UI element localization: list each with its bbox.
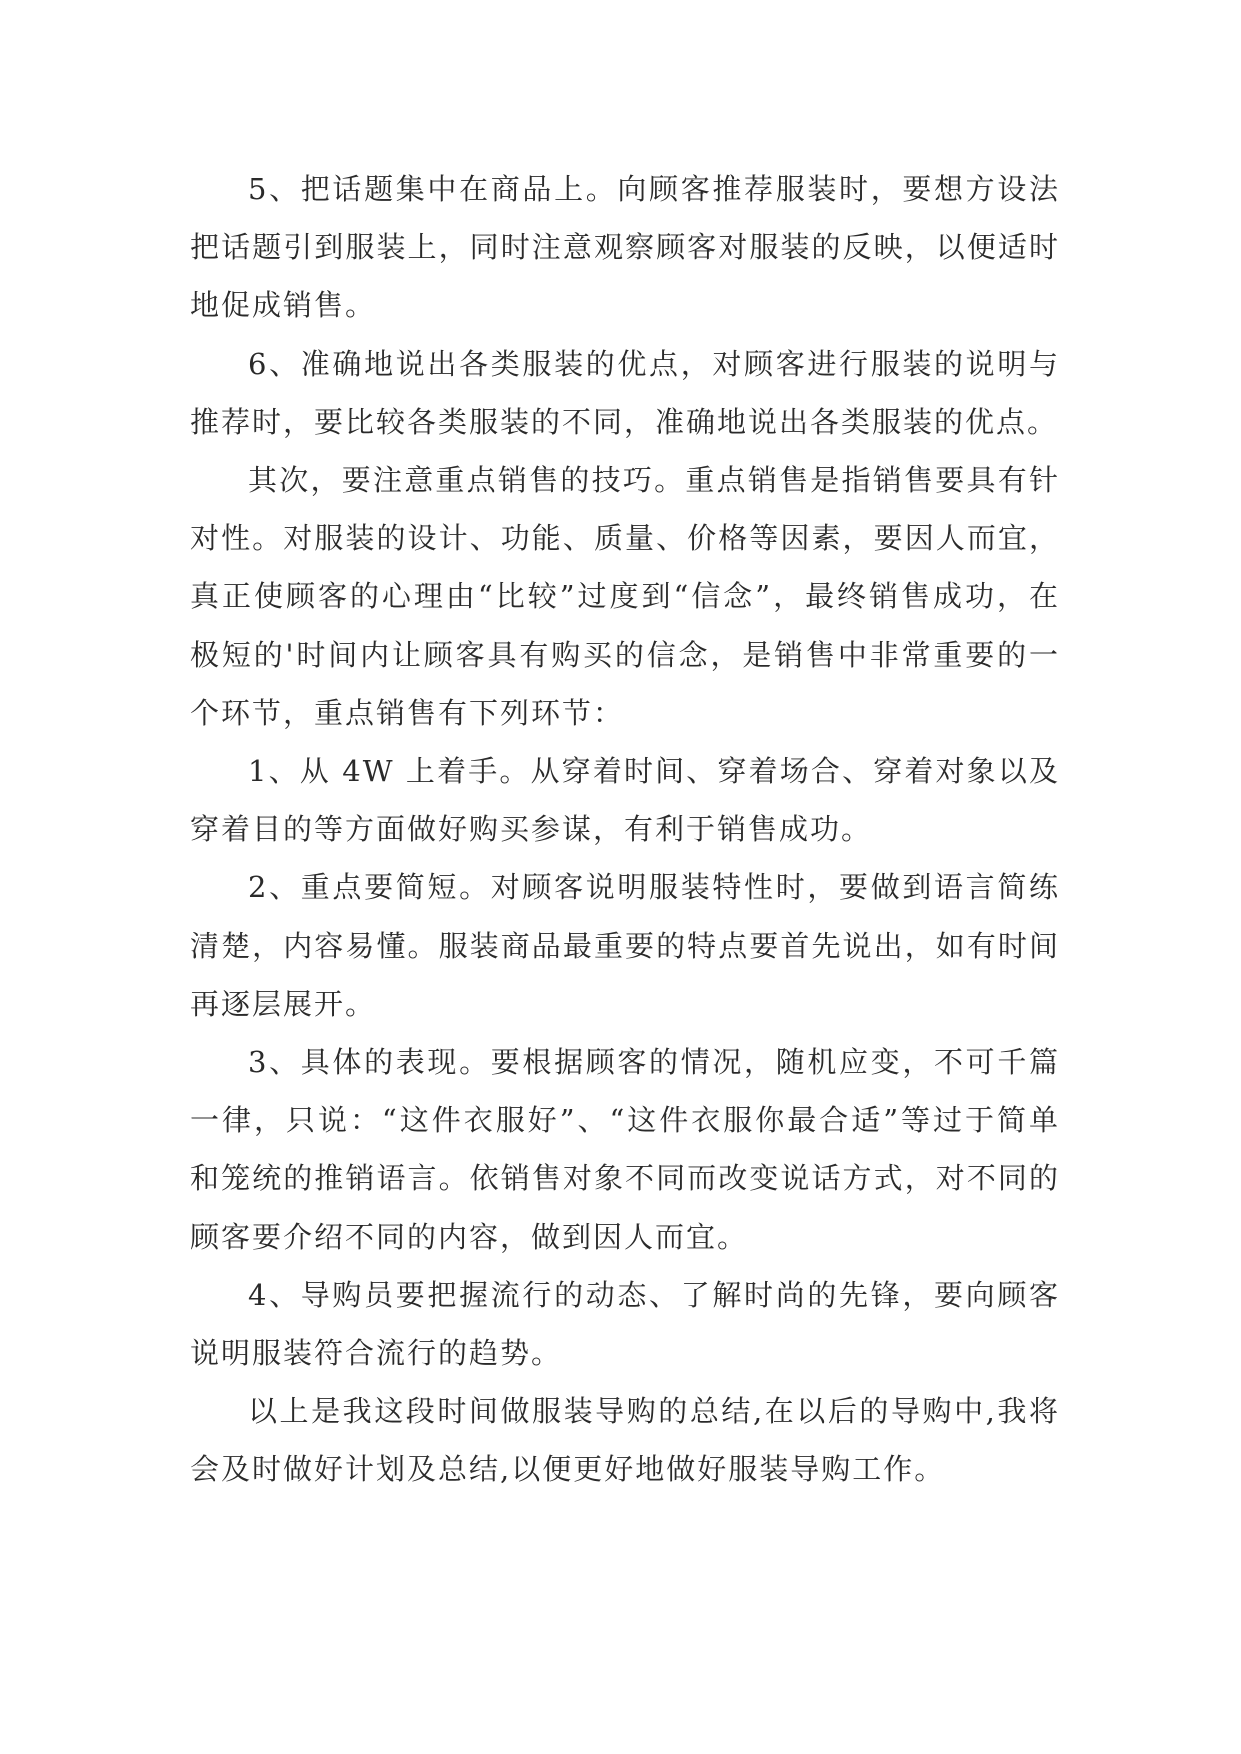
paragraph-tip-5: 5、把话题集中在商品上。向顾客推荐服装时，要想方设法把话题引到服装上，同时注意观察顾客对服装的反映，以便适时地促成销售。 xyxy=(190,172,1060,323)
paragraph-tip-6: 6、准确地说出各类服装的优点，对顾客进行服装的说明与推荐时，要比较各类服装的不同，准确地说出各类服装的优点。 xyxy=(190,346,1060,439)
paragraph-key-2: 2、重点要简短。对顾客说明服装特性时，要做到语言简练清楚，内容易懂。服装商品最重要的特点要首先说出，如有时间再逐层展开。 xyxy=(190,870,1060,1021)
document-body xyxy=(190,160,1060,1499)
paragraph-key-4: 4、导购员要把握流行的动态、了解时尚的先锋，要向顾客说明服装符合流行的趋势。 xyxy=(190,1277,1060,1371)
paragraph-key-selling: 其次，要注意重点销售的技巧。重点销售是指销售要具有针对性。对服装的设计、功能、质量、价格等因素，要因人而宜，真正使顾客的心理由“比较”过度到“信念”，最终销售成功，在极短的'时间内让顾客具有购买的信念，是销售中非常重要的一个环节，重点销售有下列环节： xyxy=(190,463,1060,730)
paragraph-conclusion: 以上是我这段时间做服装导购的总结,在以后的导购中,我将会及时做好计划及总结,以便更好地做好服装导购工作。 xyxy=(190,1394,1060,1487)
paragraph-key-3: 3、具体的表现。要根据顾客的情况，随机应变，不可千篇一律，只说：“这件衣服好”、“这件衣服你最合适”等过于简单和笼统的推销语言。依销售对象不同而改变说话方式，对不同的顾客要介绍不同的内容，做到因人而宜。 xyxy=(190,1045,1060,1254)
paragraph-key-1: 1、从 4W 上着手。从穿着时间、穿着场合、穿着对象以及穿着目的等方面做好购买参谋，有利于销售成功。 xyxy=(190,754,1060,847)
